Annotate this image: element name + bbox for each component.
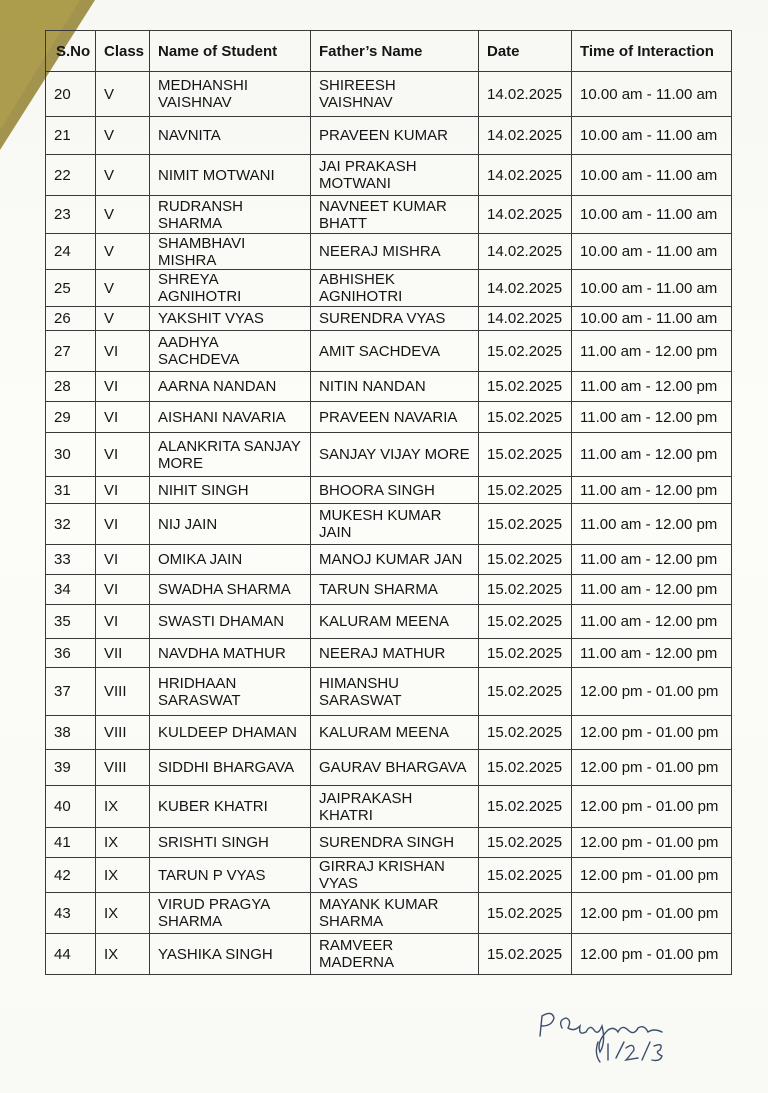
table-body — [46, 72, 732, 975]
header-class: Class — [96, 31, 150, 72]
cell-date: 15.02.2025 — [479, 605, 572, 639]
cell-class: VIII — [96, 750, 150, 786]
cell-class: VIII — [96, 668, 150, 716]
cell-class: IX — [96, 934, 150, 975]
table-row — [46, 433, 732, 477]
cell-date: 15.02.2025 — [479, 858, 572, 893]
cell-sno: 38 — [46, 716, 96, 750]
cell-time: 11.00 am - 12.00 pm — [572, 575, 732, 605]
cell-class: VI — [96, 331, 150, 372]
table-row — [46, 331, 732, 372]
cell-class: VI — [96, 372, 150, 402]
table-row — [46, 270, 732, 307]
cell-sno: 44 — [46, 934, 96, 975]
cell-date: 14.02.2025 — [479, 307, 572, 331]
table-row — [46, 196, 732, 234]
cell-father-name: SHIREESH VAISHNAV — [311, 72, 479, 117]
cell-date: 15.02.2025 — [479, 934, 572, 975]
cell-date: 15.02.2025 — [479, 786, 572, 828]
header-sno: S.No — [46, 31, 96, 72]
cell-class: IX — [96, 786, 150, 828]
cell-date: 15.02.2025 — [479, 893, 572, 934]
cell-time: 12.00 pm - 01.00 pm — [572, 858, 732, 893]
cell-student-name: NIHIT SINGH — [150, 477, 311, 504]
cell-sno: 33 — [46, 545, 96, 575]
cell-date: 15.02.2025 — [479, 504, 572, 545]
cell-sno: 22 — [46, 155, 96, 196]
cell-father-name: PRAVEEN KUMAR — [311, 117, 479, 155]
table-row — [46, 307, 732, 331]
cell-student-name: YASHIKA SINGH — [150, 934, 311, 975]
cell-father-name: PRAVEEN NAVARIA — [311, 402, 479, 433]
cell-father-name: MANOJ KUMAR JAN — [311, 545, 479, 575]
cell-time: 11.00 am - 12.00 pm — [572, 605, 732, 639]
header-time: Time of Interaction — [572, 31, 732, 72]
cell-student-name: AADHYA SACHDEVA — [150, 331, 311, 372]
cell-father-name: RAMVEER MADERNA — [311, 934, 479, 975]
cell-time: 12.00 pm - 01.00 pm — [572, 893, 732, 934]
cell-class: VI — [96, 605, 150, 639]
cell-father-name: MUKESH KUMAR JAIN — [311, 504, 479, 545]
cell-time: 11.00 am - 12.00 pm — [572, 402, 732, 433]
cell-date: 14.02.2025 — [479, 72, 572, 117]
cell-class: IX — [96, 828, 150, 858]
cell-date: 15.02.2025 — [479, 750, 572, 786]
cell-time: 12.00 pm - 01.00 pm — [572, 828, 732, 858]
cell-student-name: AARNA NANDAN — [150, 372, 311, 402]
cell-student-name: SIDDHI BHARGAVA — [150, 750, 311, 786]
cell-sno: 25 — [46, 270, 96, 307]
cell-student-name: NAVNITA — [150, 117, 311, 155]
cell-time: 11.00 am - 12.00 pm — [572, 639, 732, 668]
table-row — [46, 545, 732, 575]
cell-time: 11.00 am - 12.00 pm — [572, 433, 732, 477]
cell-date: 15.02.2025 — [479, 639, 572, 668]
table-header — [46, 31, 732, 72]
cell-father-name: MAYANK KUMAR SHARMA — [311, 893, 479, 934]
cell-student-name: SHAMBHAVI MISHRA — [150, 234, 311, 270]
cell-sno: 35 — [46, 605, 96, 639]
cell-date: 14.02.2025 — [479, 155, 572, 196]
cell-sno: 39 — [46, 750, 96, 786]
cell-father-name: ABHISHEK AGNIHOTRI — [311, 270, 479, 307]
table-row — [46, 934, 732, 975]
cell-father-name: SANJAY VIJAY MORE — [311, 433, 479, 477]
cell-student-name: SRISHTI SINGH — [150, 828, 311, 858]
table-row — [46, 504, 732, 545]
cell-date: 15.02.2025 — [479, 331, 572, 372]
signature-date-stroke — [596, 1042, 662, 1062]
table-row — [46, 639, 732, 668]
cell-sno: 32 — [46, 504, 96, 545]
cell-student-name: YAKSHIT VYAS — [150, 307, 311, 331]
cell-student-name: VIRUD PRAGYA SHARMA — [150, 893, 311, 934]
cell-time: 12.00 pm - 01.00 pm — [572, 716, 732, 750]
cell-time: 10.00 am - 11.00 am — [572, 72, 732, 117]
header-date: Date — [479, 31, 572, 72]
cell-father-name: JAI PRAKASH MOTWANI — [311, 155, 479, 196]
cell-student-name: MEDHANSHI VAISHNAV — [150, 72, 311, 117]
cell-date: 15.02.2025 — [479, 545, 572, 575]
cell-father-name: NEERAJ MATHUR — [311, 639, 479, 668]
cell-class: VI — [96, 433, 150, 477]
cell-father-name: SURENDRA SINGH — [311, 828, 479, 858]
table-row — [46, 858, 732, 893]
cell-class: VI — [96, 477, 150, 504]
cell-class: VI — [96, 504, 150, 545]
cell-time: 10.00 am - 11.00 am — [572, 196, 732, 234]
cell-class: IX — [96, 893, 150, 934]
cell-class: VII — [96, 639, 150, 668]
cell-time: 12.00 pm - 01.00 pm — [572, 750, 732, 786]
header-father-name: Father’s Name — [311, 31, 479, 72]
cell-date: 15.02.2025 — [479, 668, 572, 716]
cell-father-name: NITIN NANDAN — [311, 372, 479, 402]
cell-father-name: TARUN SHARMA — [311, 575, 479, 605]
cell-class: V — [96, 234, 150, 270]
table-row — [46, 72, 732, 117]
cell-sno: 41 — [46, 828, 96, 858]
cell-date: 15.02.2025 — [479, 828, 572, 858]
cell-student-name: KULDEEP DHAMAN — [150, 716, 311, 750]
cell-date: 15.02.2025 — [479, 575, 572, 605]
signature-name-stroke — [540, 1013, 662, 1052]
table-row — [46, 234, 732, 270]
cell-father-name: GAURAV BHARGAVA — [311, 750, 479, 786]
cell-time: 10.00 am - 11.00 am — [572, 270, 732, 307]
table-row — [46, 477, 732, 504]
cell-time: 12.00 pm - 01.00 pm — [572, 934, 732, 975]
cell-time: 11.00 am - 12.00 pm — [572, 477, 732, 504]
table-row — [46, 786, 732, 828]
cell-student-name: SWASTI DHAMAN — [150, 605, 311, 639]
cell-sno: 36 — [46, 639, 96, 668]
cell-student-name: KUBER KHATRI — [150, 786, 311, 828]
cell-student-name: NIJ JAIN — [150, 504, 311, 545]
table-row — [46, 117, 732, 155]
cell-sno: 43 — [46, 893, 96, 934]
cell-student-name: NAVDHA MATHUR — [150, 639, 311, 668]
table-row — [46, 750, 732, 786]
cell-sno: 37 — [46, 668, 96, 716]
cell-father-name: NEERAJ MISHRA — [311, 234, 479, 270]
cell-time: 11.00 am - 12.00 pm — [572, 331, 732, 372]
cell-class: VI — [96, 402, 150, 433]
table-row — [46, 893, 732, 934]
cell-sno: 23 — [46, 196, 96, 234]
cell-class: VIII — [96, 716, 150, 750]
cell-time: 12.00 pm - 01.00 pm — [572, 668, 732, 716]
cell-student-name: SHREYA AGNIHOTRI — [150, 270, 311, 307]
signature — [530, 1002, 710, 1072]
cell-time: 12.00 pm - 01.00 pm — [572, 786, 732, 828]
header-student-name: Name of Student — [150, 31, 311, 72]
cell-sno: 40 — [46, 786, 96, 828]
cell-time: 11.00 am - 12.00 pm — [572, 504, 732, 545]
cell-time: 11.00 am - 12.00 pm — [572, 545, 732, 575]
cell-class: IX — [96, 858, 150, 893]
cell-student-name: OMIKA JAIN — [150, 545, 311, 575]
cell-class: VI — [96, 575, 150, 605]
cell-father-name: NAVNEET KUMAR BHATT — [311, 196, 479, 234]
table-row — [46, 402, 732, 433]
cell-date: 15.02.2025 — [479, 402, 572, 433]
table-row — [46, 828, 732, 858]
cell-class: VI — [96, 545, 150, 575]
cell-date: 14.02.2025 — [479, 196, 572, 234]
cell-sno: 27 — [46, 331, 96, 372]
cell-date: 15.02.2025 — [479, 433, 572, 477]
cell-father-name: JAIPRAKASH KHATRI — [311, 786, 479, 828]
cell-student-name: SWADHA SHARMA — [150, 575, 311, 605]
cell-sno: 26 — [46, 307, 96, 331]
cell-student-name: RUDRANSH SHARMA — [150, 196, 311, 234]
cell-sno: 29 — [46, 402, 96, 433]
cell-sno: 34 — [46, 575, 96, 605]
cell-sno: 30 — [46, 433, 96, 477]
cell-father-name: BHOORA SINGH — [311, 477, 479, 504]
cell-father-name: KALURAM MEENA — [311, 716, 479, 750]
cell-father-name: KALURAM MEENA — [311, 605, 479, 639]
cell-class: V — [96, 72, 150, 117]
cell-student-name: AISHANI NAVARIA — [150, 402, 311, 433]
cell-student-name: NIMIT MOTWANI — [150, 155, 311, 196]
cell-sno: 31 — [46, 477, 96, 504]
cell-time: 11.00 am - 12.00 pm — [572, 372, 732, 402]
cell-date: 14.02.2025 — [479, 117, 572, 155]
cell-time: 10.00 am - 11.00 am — [572, 117, 732, 155]
cell-class: V — [96, 155, 150, 196]
cell-father-name: HIMANSHU SARASWAT — [311, 668, 479, 716]
table-row — [46, 716, 732, 750]
cell-class: V — [96, 270, 150, 307]
cell-father-name: SURENDRA VYAS — [311, 307, 479, 331]
cell-student-name: HRIDHAAN SARASWAT — [150, 668, 311, 716]
cell-sno: 21 — [46, 117, 96, 155]
cell-date: 15.02.2025 — [479, 372, 572, 402]
cell-sno: 42 — [46, 858, 96, 893]
header-row — [46, 31, 732, 72]
interaction-schedule-table — [45, 30, 732, 975]
table-row — [46, 575, 732, 605]
cell-time: 10.00 am - 11.00 am — [572, 307, 732, 331]
cell-time: 10.00 am - 11.00 am — [572, 234, 732, 270]
cell-sno: 28 — [46, 372, 96, 402]
cell-class: V — [96, 307, 150, 331]
cell-time: 10.00 am - 11.00 am — [572, 155, 732, 196]
table-row — [46, 155, 732, 196]
table-row — [46, 372, 732, 402]
table-row — [46, 605, 732, 639]
cell-student-name: TARUN P VYAS — [150, 858, 311, 893]
cell-class: V — [96, 196, 150, 234]
cell-student-name: ALANKRITA SANJAY MORE — [150, 433, 311, 477]
cell-father-name: AMIT SACHDEVA — [311, 331, 479, 372]
cell-father-name: GIRRAJ KRISHAN VYAS — [311, 858, 479, 893]
cell-date: 14.02.2025 — [479, 270, 572, 307]
cell-date: 14.02.2025 — [479, 234, 572, 270]
cell-date: 15.02.2025 — [479, 716, 572, 750]
cell-sno: 24 — [46, 234, 96, 270]
table-row — [46, 668, 732, 716]
cell-date: 15.02.2025 — [479, 477, 572, 504]
cell-class: V — [96, 117, 150, 155]
cell-sno: 20 — [46, 72, 96, 117]
